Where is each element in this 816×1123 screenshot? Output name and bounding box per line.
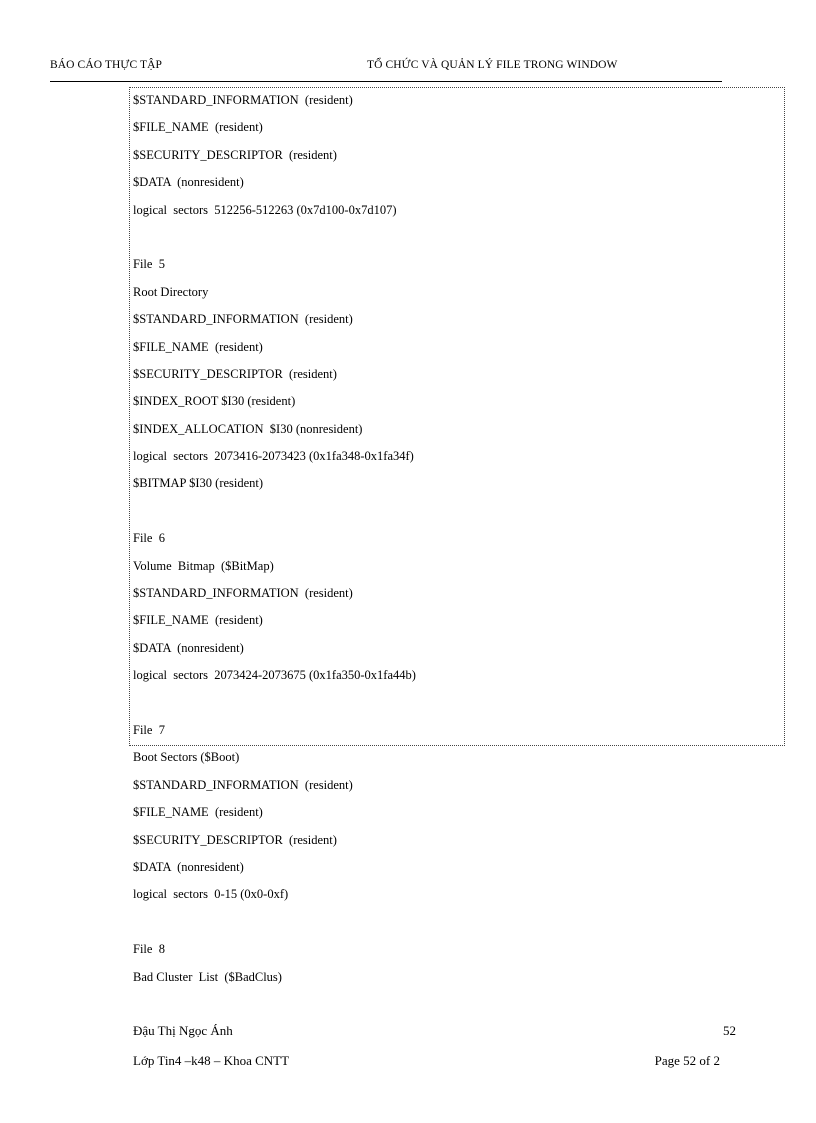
header-divider: [50, 81, 722, 82]
blank-line: [133, 226, 416, 253]
content-line: $STANDARD_INFORMATION (resident): [133, 777, 353, 792]
content-line: logical sectors 2073424-2073675 (0x1fa350-0x1fa44b): [133, 668, 416, 683]
content-line: $INDEX_ROOT $I30 (resident): [133, 394, 296, 409]
content-line: Boot Sectors ($Boot): [133, 750, 240, 765]
content-line: logical sectors 0-15 (0x0-0xf): [133, 887, 289, 902]
file-heading: File 5: [133, 257, 165, 272]
content-line: Bad Cluster List ($BadClus): [133, 969, 282, 984]
content-lines: [133, 89, 416, 993]
content-line: $STANDARD_INFORMATION (resident): [133, 93, 353, 107]
file-heading: File 7: [133, 722, 165, 737]
blank-line: [133, 692, 416, 719]
content-line: Root Directory: [133, 284, 209, 299]
header-document-title: TỔ CHỨC VÀ QUẢN LÝ FILE TRONG WINDOW: [367, 59, 618, 71]
footer-class-info: Lớp Tin4 –k48 – Khoa CNTT: [133, 1053, 290, 1068]
content-line: Volume Bitmap ($BitMap): [133, 558, 274, 573]
content-line: $SECURITY_DESCRIPTOR (resident): [133, 832, 337, 847]
content-line: $INDEX_ALLOCATION $I30 (nonresident): [133, 421, 363, 436]
content-line: $DATA (nonresident): [133, 640, 244, 655]
content-line: $FILE_NAME (resident): [133, 120, 263, 135]
content-line: $STANDARD_INFORMATION (resident): [133, 586, 353, 601]
content-line: logical sectors 2073416-2073423 (0x1fa348-0x1fa34f): [133, 449, 414, 464]
content-line: $SECURITY_DESCRIPTOR (resident): [133, 366, 337, 381]
file-heading: File 6: [133, 531, 165, 546]
blank-line: [133, 500, 416, 527]
content-line: $STANDARD_INFORMATION (resident): [133, 312, 353, 327]
content-line: $FILE_NAME (resident): [133, 339, 263, 354]
content-line: $SECURITY_DESCRIPTOR (resident): [133, 147, 337, 162]
content-line: logical sectors 512256-512263 (0x7d100-0x7d107): [133, 202, 397, 217]
blank-line: [133, 911, 416, 938]
header-report-title: BÁO CÁO THỰC TẬP: [50, 59, 163, 71]
footer-author: Đậu Thị Ngọc Ánh: [133, 1023, 233, 1038]
footer-page-label: Page 52 of 2: [654, 1053, 720, 1068]
file-heading: File 8: [133, 942, 165, 957]
footer-page-number: 52: [723, 1023, 736, 1038]
content-line: $FILE_NAME (resident): [133, 613, 263, 628]
content-line: $BITMAP $I30 (resident): [133, 476, 264, 491]
content-line: $DATA (nonresident): [133, 859, 244, 874]
content-line: $DATA (nonresident): [133, 175, 244, 190]
content-line: $FILE_NAME (resident): [133, 805, 263, 820]
